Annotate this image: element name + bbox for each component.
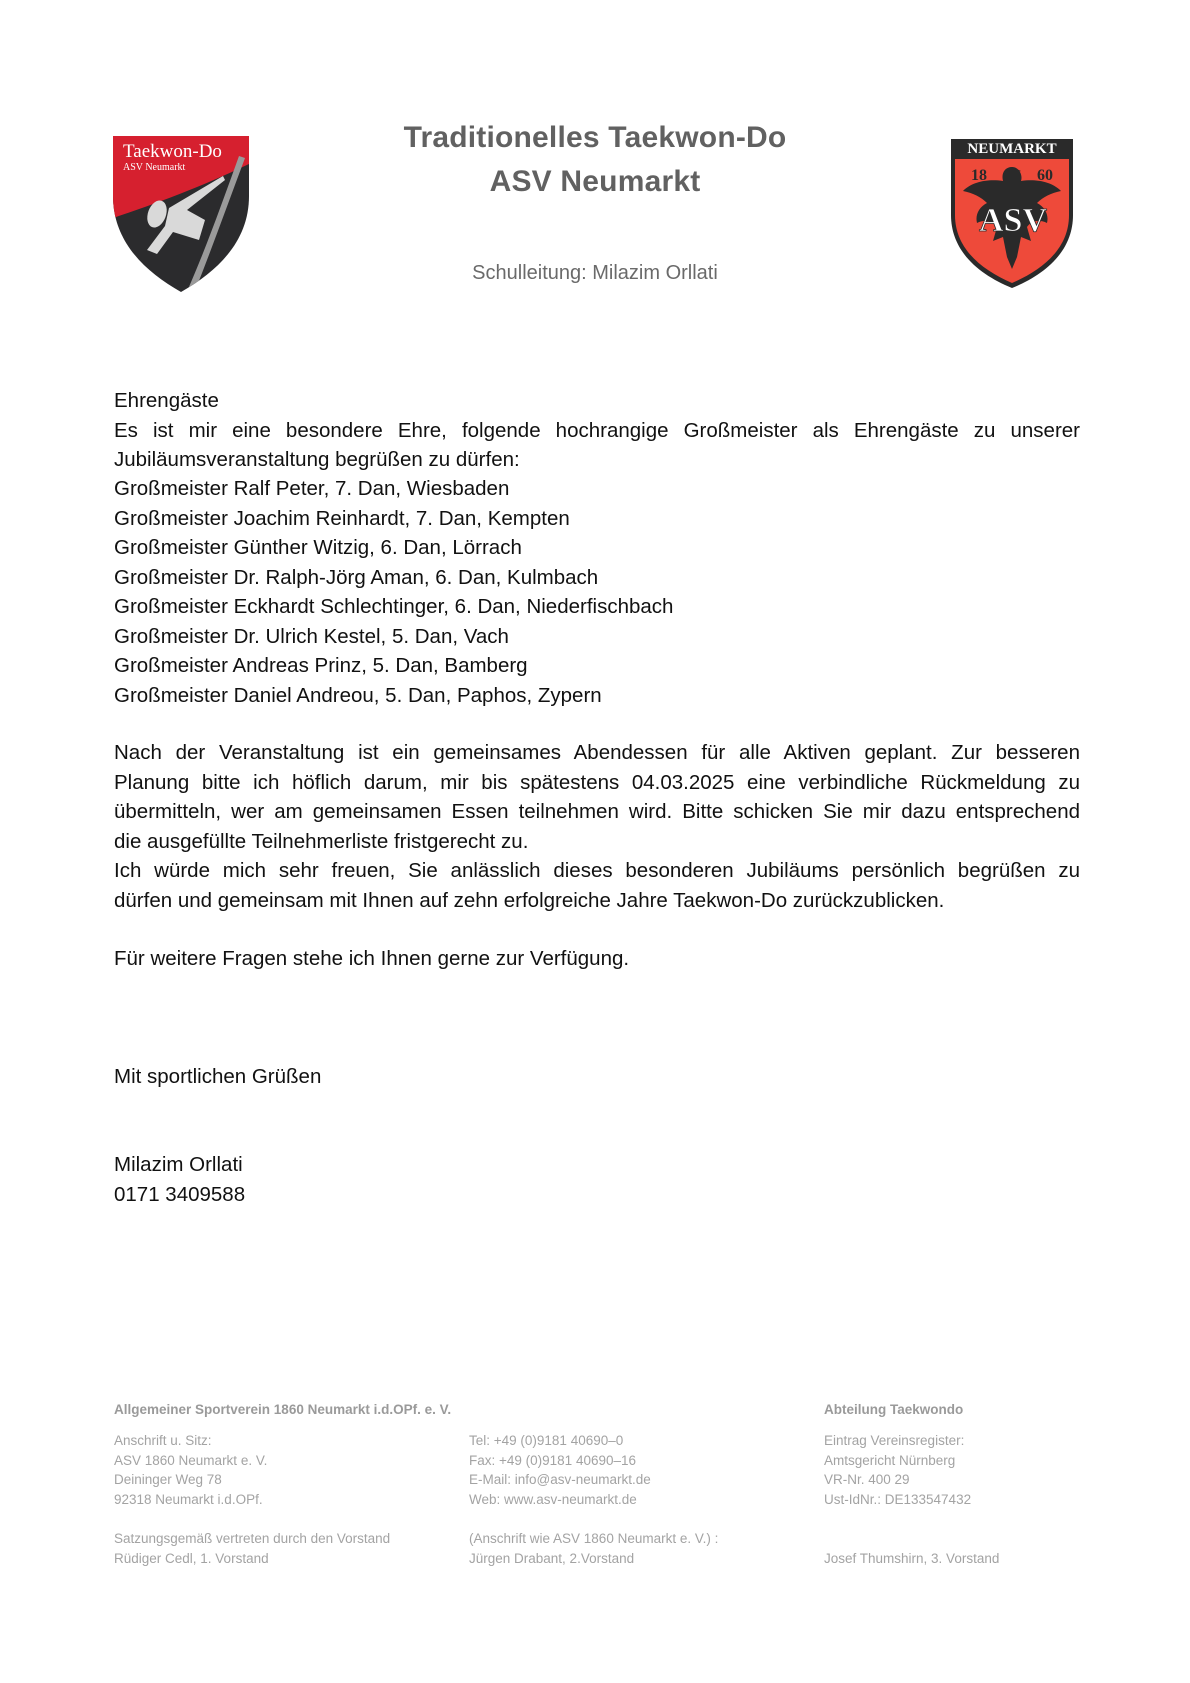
footer-fax: Fax: +49 (0)9181 40690–16 <box>469 1452 637 1468</box>
footer-board-3: Josef Thumshirn, 3. Vorstand <box>824 1550 1000 1566</box>
paragraph-line: übermitteln, wer am gemeinsamen Essen teilnehmen wird. Bitte schicken Sie mir dazu entsprechend <box>114 800 1080 823</box>
footer-board-1: Satzungsgemäß vertreten durch den Vorstand Rüdiger Cedl, 1. Vorstand <box>114 1531 391 1566</box>
signature-block <box>114 1150 1080 1209</box>
guest-list-item: Großmeister Joachim Reinhardt, 7. Dan, Kempten <box>114 506 570 530</box>
paragraph-line: dürfen und gemeinsam mit Ihnen auf zehn erfolgreiche Jahre Taekwon-Do zurückzublicken. <box>114 888 945 912</box>
footer-board-2: (Anschrift wie ASV 1860 Neumarkt e. V.) : Jürgen Drabant, 2.Vorstand <box>469 1531 719 1566</box>
footer-email: E-Mail: info@asv-neumarkt.de <box>469 1472 651 1488</box>
svg-text:Taekwon-Do: Taekwon-Do <box>123 141 222 162</box>
guest-list-item: Großmeister Andreas Prinz, 5. Dan, Bamberg <box>114 654 528 677</box>
section-heading: Ehrengäste <box>114 389 219 412</box>
signature-name: Milazim Orllati <box>114 1153 243 1176</box>
title-line-2: ASV Neumarkt <box>489 165 701 198</box>
svg-text:NEUMARKT: NEUMARKT <box>967 141 1057 157</box>
paragraph-line: Planung bitte ich höflich darum, mir bis spätestens 04.03.2025 eine verbindliche Rückmeldung zu <box>114 770 1080 794</box>
paragraph-line: Ich würde mich sehr freuen, Sie anlässlich dieses besonderen Jubiläums persönlich begrüßen zu <box>114 859 1080 882</box>
questions-line: Für weitere Fragen stehe ich Ihnen gerne zur Verfügung. <box>114 947 630 970</box>
school-leadership-subtitle: Schulleitung: Milazim Orllati <box>472 262 718 284</box>
paragraph-line: Nach der Veranstaltung ist ein gemeinsames Abendessen für alle Aktiven geplant. Zur besseren <box>114 741 1080 764</box>
svg-text:18: 18 <box>971 167 987 184</box>
footer-phone: Tel: +49 (0)9181 40690–0 <box>469 1433 624 1448</box>
guest-list-item: Großmeister Ralf Peter, 7. Dan, Wiesbaden <box>114 477 510 500</box>
intro-line: Jubiläumsveranstaltung begrüßen zu dürfen: <box>114 448 520 471</box>
intro-line: Es ist mir eine besondere Ehre, folgende hochrangige Großmeister als Ehrengäste zu unserer <box>114 418 1080 442</box>
svg-text:ASV Neumarkt: ASV Neumarkt <box>123 162 186 173</box>
dinner-paragraph <box>114 738 1080 915</box>
guest-list-item: Großmeister Günther Witzig, 6. Dan, Lörrach <box>114 536 522 559</box>
footer-address: Anschrift u. Sitz: ASV 1860 Neumarkt e. V. Deininger Weg 78 92318 Neumarkt i.d.OPf. <box>114 1433 268 1508</box>
guest-list <box>114 474 1080 710</box>
svg-text:60: 60 <box>1037 167 1053 184</box>
guest-list-item: Großmeister Daniel Andreou, 5. Dan, Paphos, Zypern <box>114 683 602 707</box>
paragraph-line: die ausgefüllte Teilnehmerliste fristgerecht zu. <box>114 829 529 853</box>
guest-list-item: Großmeister Dr. Ralph-Jörg Aman, 6. Dan, Kulmbach <box>114 565 599 589</box>
footer-web: Web: www.asv-neumarkt.de <box>469 1492 637 1508</box>
footer-register: Eintrag Vereinsregister: Amtsgericht Nürnberg VR-Nr. 400 29 Ust-IdNr.: DE133547432 <box>824 1433 972 1508</box>
footer-org-name: Allgemeiner Sportverein 1860 Neumarkt i.d.OPf. e. V. <box>114 1402 452 1417</box>
asv-eagle-crest-icon <box>949 137 1075 290</box>
guests-intro-section <box>114 386 1080 475</box>
title-line-1: Traditionelles Taekwon-Do <box>403 121 787 154</box>
closing-salutation: Mit sportlichen Grüßen <box>114 1065 322 1088</box>
guest-list-item: Großmeister Dr. Ulrich Kestel, 5. Dan, Vach <box>114 624 509 648</box>
footer-contact <box>469 1431 651 1510</box>
signature-phone: 0171 3409588 <box>114 1182 246 1206</box>
taekwondo-shield-logo-icon <box>113 136 249 292</box>
guest-list-item: Großmeister Eckhardt Schlechtinger, 6. Dan, Niederfischbach <box>114 595 674 618</box>
page-title <box>300 116 890 204</box>
footer-department: Abteilung Taekwondo <box>824 1402 964 1417</box>
svg-text:ASV: ASV <box>978 202 1048 239</box>
